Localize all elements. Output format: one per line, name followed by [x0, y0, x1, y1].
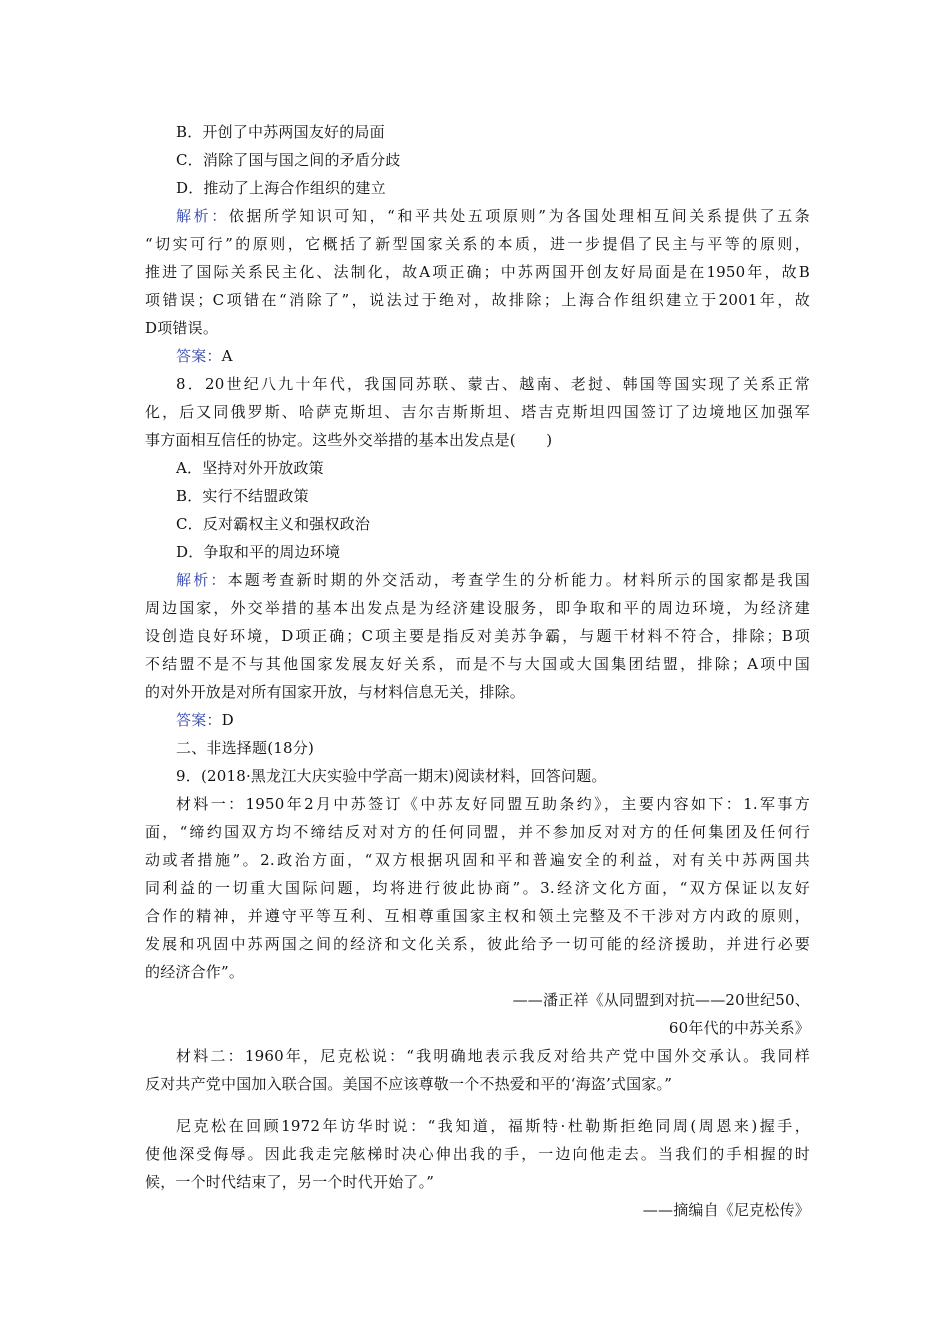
material-one-line: 面，“缔约国双方均不缔结反对对方的任何同盟，并不参加反对对方的任何集团及任何行 [145, 823, 810, 841]
q8-analysis-line: 的对外开放是对所有国家开放，与材料信息无关，排除。 [145, 683, 526, 701]
material-two-quote-line: 候，一个时代结束了，另一个时代开始了。” [145, 1173, 435, 1191]
answer-value: A [221, 347, 233, 365]
q8-analysis-line: 设创造良好环境，D项正确；C项主要是指反对美苏争霸，与题干材料不符合，排除；B项 [145, 627, 810, 645]
material-one-line: 合作的精神，并遵守平等互利、互相尊重国家主权和领土完整及不干涉对方内政的原则， [145, 907, 810, 925]
q8-option-a: A．坚持对外开放政策 [176, 459, 324, 477]
analysis-label: 解析： [176, 207, 229, 225]
q8-analysis-line: 周边国家，外交举措的基本出发点是为经济建设服务，即争取和平的周边环境，为经济建 [145, 599, 810, 617]
q8-analysis-line: 解析：本题考查新时期的外交活动，考查学生的分析能力。材料所示的国家都是我国 [176, 571, 810, 589]
q8-stem-line: 8．20世纪八九十年代，我国同苏联、蒙古、越南、老挝、韩国等国实现了关系正常 [176, 375, 810, 393]
q8-option-c: C．反对霸权主义和强权政治 [176, 515, 371, 533]
q7-analysis-line: D项错误。 [145, 319, 219, 337]
material-one-line: 材料一：1950年2月中苏签订《中苏友好同盟互助条约》，主要内容如下：1.军事方 [176, 795, 810, 813]
q8-option-b: B．实行不结盟政策 [176, 487, 309, 505]
answer-value: D [221, 711, 234, 729]
material-one-line: 的经济合作”。 [145, 963, 245, 981]
q8-option-d: D．争取和平的周边环境 [176, 543, 341, 561]
material-two-quote-line: 尼克松在回顾1972年访华时说：“我知道，福斯特·杜勒斯拒绝同周(周恩来)握手， [176, 1117, 810, 1135]
material-one-source: 60年代的中苏关系》 [668, 1019, 810, 1037]
material-one-line: 发展和巩固中苏两国之间的经济和文化关系，彼此给予一切可能的经济援助，并进行必要 [145, 935, 810, 953]
analysis-label: 解析： [176, 571, 228, 589]
material-two-line: 材料二：1960年，尼克松说：“我明确地表示我反对给共产党中国外交承认。我同样 [176, 1047, 810, 1065]
q8-stem-line: 事方面相互信任的协定。这些外交举措的基本出发点是( ) [145, 431, 553, 449]
q7-answer [176, 342, 810, 370]
q7-analysis-line: 推进了国际关系民主化、法制化，故A项正确；中苏两国开创友好局面是在1950年，故B [145, 263, 810, 281]
q7-option-c: C．消除了国与国之间的矛盾分歧 [176, 151, 401, 169]
answer-label: 答案： [176, 347, 222, 365]
q9-stem: 9．(2018·黑龙江大庆实验中学高一期末)阅读材料，回答问题。 [176, 767, 607, 785]
q8-answer [176, 706, 810, 734]
q8-analysis-line: 不结盟不是不与其他国家发展友好关系，而是不与大国或大国集团结盟，排除；A项中国 [145, 655, 810, 673]
material-two-quote-line: 使他深受侮辱。因此我走完舷梯时决心伸出我的手，一边向他走去。当我们的手相握的时 [145, 1145, 810, 1163]
q7-option-b: B．开创了中苏两国友好的局面 [176, 123, 385, 141]
q7-analysis-line: “切实可行”的原则，它概括了新型国家关系的本质，进一步提倡了民主与平等的原则， [145, 235, 810, 253]
q8-stem-line: 化，后又同俄罗斯、哈萨克斯坦、吉尔吉斯斯坦、塔吉克斯坦四国签订了边境地区加强军 [145, 403, 810, 421]
material-one-source: ——潘正祥《从同盟到对抗——20世纪50、 [512, 991, 810, 1009]
material-one-line: 动或者措施”。2.政治方面，“双方根据巩固和平和普遍安全的利益，对有关中苏两国共 [145, 851, 810, 869]
material-two-source: ——摘编自《尼克松传》 [642, 1201, 810, 1219]
answer-label: 答案： [176, 711, 222, 729]
q7-analysis-line: 解析：依据所学知识可知，“和平共处五项原则”为各国处理相互间关系提供了五条 [176, 207, 810, 225]
q7-analysis-line: 项错误；C项错在“消除了”，说法过于绝对，故排除；上海合作组织建立于2001年，故 [145, 291, 810, 309]
section-heading: 二、非选择题(18分) [176, 739, 314, 757]
material-two-line: 反对共产党中国加入联合国。美国不应该尊敬一个不热爱和平的‘海盗’式国家。” [145, 1075, 673, 1093]
q7-option-d: D．推动了上海合作组织的建立 [176, 179, 386, 197]
material-one-line: 同利益的一切重大国际问题，均将进行彼此协商”。3.经济文化方面，“双方保证以友好 [145, 879, 810, 897]
